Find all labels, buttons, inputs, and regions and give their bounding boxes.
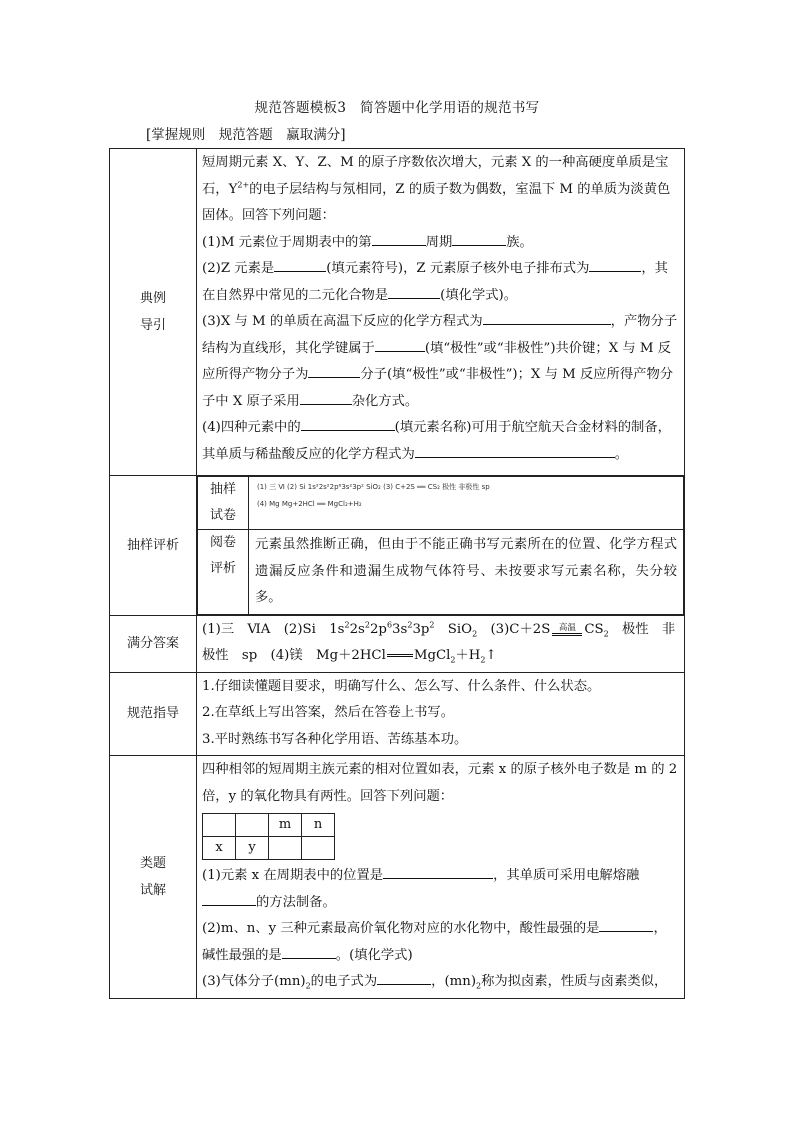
- answer-blank: [377, 970, 431, 985]
- grid-cell: m: [269, 814, 302, 837]
- answer-blank: [375, 337, 425, 352]
- answer-blank: [383, 864, 493, 879]
- answer-template-table: [109, 148, 685, 999]
- example-label: 典例 导引: [110, 149, 197, 476]
- answer-blank: [301, 416, 395, 431]
- practice-intro: 四种相邻的短周期主族元素的相对位置如表，元素 x 的原子核外电子数是 m 的 2 倍，y 的氧化物具有两性。回答下列问题：: [202, 762, 678, 804]
- answer-blank: [274, 257, 326, 272]
- page-subtitle: [掌握规则 规范答题 赢取满分]: [146, 127, 346, 143]
- page-title: 规范答题模板3 简答题中化学用语的规范书写: [254, 100, 540, 116]
- sample-row: [110, 476, 685, 616]
- guide-row: [110, 672, 685, 756]
- example-question-3: (3)X 与 M 的单质在高温下反应的化学方程式为 ，产物分子结构为直线形，其化学键属于 (填“极性”或“非极性”)共价键；X 与 M 反应所得产物分子为 分子(填“极性”或“非极性”)；X 与 M 反应所得产物分子中 X 原子采用 杂化方式。: [202, 309, 680, 415]
- sample-paper-label: 抽样 试卷: [198, 477, 249, 530]
- element-position-table: [202, 813, 335, 860]
- practice-question-2: (2)m、n、y 三种元素最高价氧化物对应的水化物中，酸性最强的是 ，碱性最强的是 。(填化学式): [202, 916, 680, 969]
- grid-cell: x: [203, 837, 236, 860]
- grid-cell: y: [236, 837, 269, 860]
- example-question-4: (4)四种元素中的 (填元素名称)可用于航空航天合金材料的制备，其单质与稀盐酸反应的化学方程式为 。: [202, 415, 680, 468]
- answer-blank: [308, 363, 360, 378]
- answer-blank: [589, 257, 641, 272]
- review-comment: 元素虽然推断正确，但由于不能正确书写元素所在的位置、化学方程式遗漏反应条件和遗漏生成物气体符号、未按要求写元素名称，失分较多。: [249, 530, 684, 615]
- grid-cell: [302, 837, 335, 860]
- guide-item: 3.平时熟练书写各种化学用语、苦练基本功。: [202, 731, 468, 747]
- answer-blank: [483, 310, 611, 325]
- grid-cell: n: [302, 814, 335, 837]
- grid-cell: [203, 814, 236, 837]
- sample-inner-table: [197, 476, 684, 615]
- answer-blank: [300, 390, 352, 405]
- practice-question-1: (1)元素 x 在周期表中的位置是 ，其单质可采用电解熔融 的方法制备。: [202, 863, 680, 916]
- guide-label: 规范指导: [110, 672, 197, 756]
- handwritten-answer: [249, 477, 684, 530]
- practice-row: [110, 756, 685, 999]
- handwritten-line-2: (4) Mg Mg+2HCl ══ MgCl₂+H₂: [257, 500, 362, 508]
- handwritten-line-1: (1) 三 Ⅵ (2) Si 1s²2s²2p⁶3s²3p² SiO₂ (3) C+2S ══ CS₂ 极性 非极性 sp: [257, 483, 490, 491]
- guide-item: 1.仔细读懂题目要求，明确写什么、怎么写、什么条件、什么状态。: [202, 678, 601, 694]
- equals-sign: [387, 654, 413, 657]
- answer-blank: [202, 891, 256, 906]
- answer-blank: [452, 231, 506, 246]
- sample-label: 抽样评析: [110, 476, 197, 616]
- answer-blank: [388, 284, 440, 299]
- answer-content: (1)三 ⅥA (2)Si $1s^22s^22p^63s^23p^2$ SiO$_2$ (3)C＋2S 高温 $CS_2$ 极性 非极性 sp (4)镁 Mg＋2HCl $MgCl_2+H_2↑$: [197, 615, 685, 672]
- example-intro: 短周期元素 X、Y、Z、M 的原子序数依次增大，元素 X 的一种高硬度单质是宝石，$Y^{2+}$的电子层结构与氖相同，Z 的质子数为偶数，室温下 M 的单质为淡黄色固体。回答下列问题：: [202, 155, 671, 223]
- answer-label: 满分答案: [110, 615, 197, 672]
- equals-sign: [552, 633, 582, 636]
- example-row: [110, 149, 685, 476]
- sample-content: [197, 476, 685, 616]
- practice-question-3: (3)气体分子$(mn)_2$的电子式为 ，$(mn)_2$称为拟卤素，性质与卤素类似，: [202, 969, 680, 996]
- review-label: 阅卷 评析: [198, 530, 249, 615]
- answer-blank: [282, 944, 336, 959]
- grid-cell: [269, 837, 302, 860]
- answer-blank: [415, 443, 615, 458]
- practice-label: 类题 试解: [110, 756, 197, 999]
- grid-cell: [236, 814, 269, 837]
- example-question-1: (1)M 元素位于周期表中的第 周期 族。: [202, 230, 680, 257]
- guide-item: 2.在草纸上写出答案，然后在答卷上书写。: [202, 705, 455, 720]
- guide-content: [197, 672, 685, 756]
- reaction-condition: 高温: [552, 623, 582, 636]
- answer-blank: [372, 231, 426, 246]
- example-content: [197, 149, 685, 476]
- example-question-2: (2)Z 元素是 (填元素符号)，Z 元素原子核外电子排布式为 ，其在自然界中常见的二元化合物是 (填化学式)。: [202, 256, 680, 309]
- answer-row: [110, 615, 685, 672]
- answer-blank: [599, 917, 653, 932]
- practice-content: [197, 756, 685, 999]
